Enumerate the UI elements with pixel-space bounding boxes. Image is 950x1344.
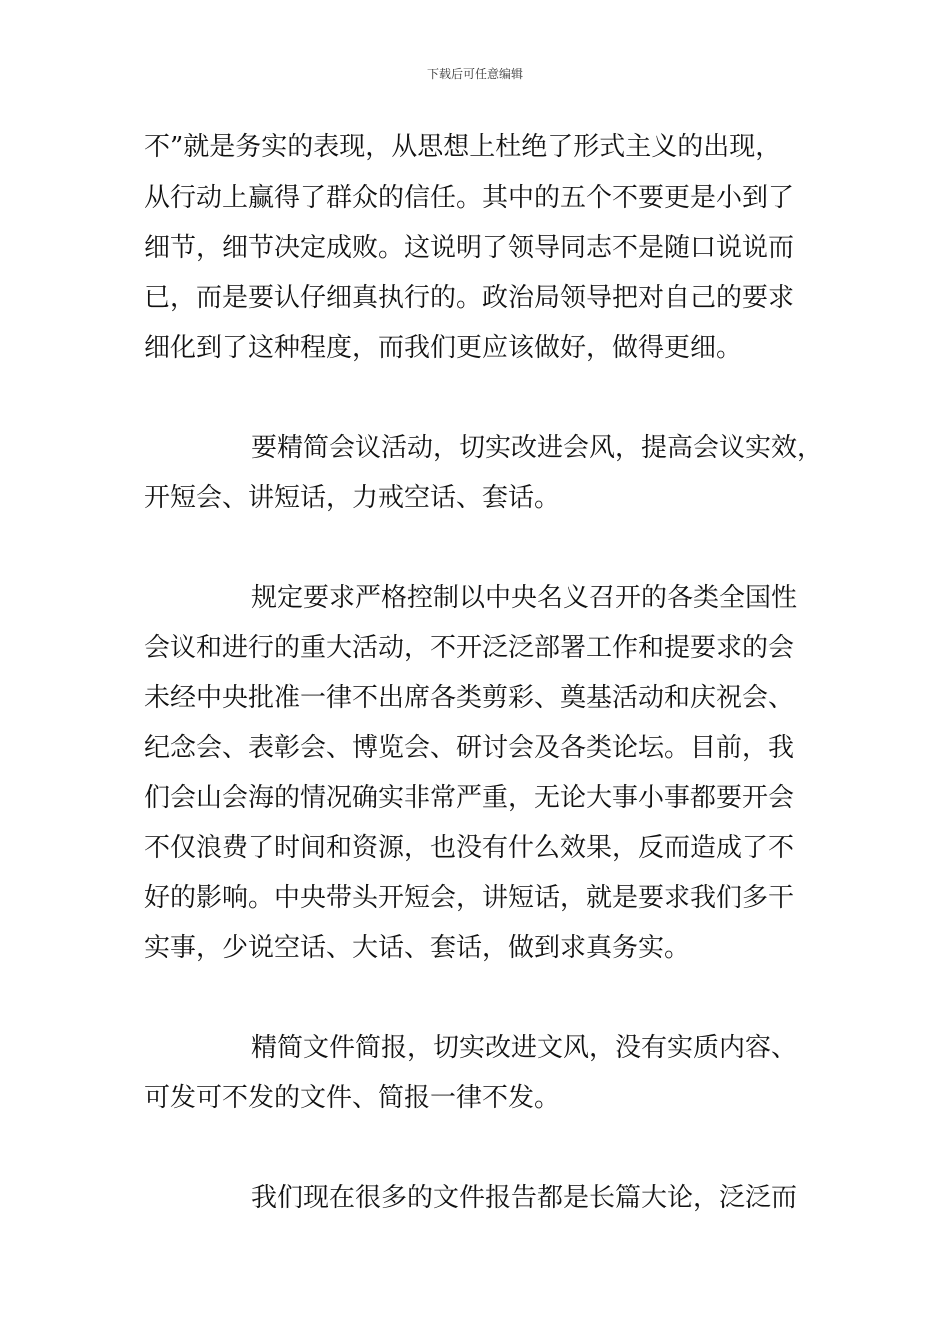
body-line: 已，而是要认仔细真执行的。政治局领导把对自己的要求 bbox=[144, 283, 795, 313]
body-line: 可发可不发的文件、简报一律不发。 bbox=[144, 1083, 561, 1113]
body-line: 细节，细节决定成败。这说明了领导同志不是随口说说而 bbox=[144, 233, 795, 263]
body-line: 我们现在很多的文件报告都是长篇大论，泛泛而 bbox=[251, 1183, 798, 1213]
body-line: 实事，少说空话、大话、套话，做到求真务实。 bbox=[144, 933, 691, 963]
body-line: 纪念会、表彰会、博览会、研讨会及各类论坛。目前，我 bbox=[144, 733, 795, 763]
body-line: 会议和进行的重大活动，不开泛泛部署工作和提要求的会 bbox=[144, 633, 795, 663]
body-line: 从行动上赢得了群众的信任。其中的五个不要更是小到了 bbox=[144, 183, 795, 213]
body-line: 细化到了这种程度，而我们更应该做好，做得更细。 bbox=[144, 333, 743, 363]
body-line: 们会山会海的情况确实非常严重，无论大事小事都要开会 bbox=[144, 783, 795, 813]
body-line: 开短会、讲短话，力戒空话、套话。 bbox=[144, 483, 561, 513]
page-header: 下载后可任意编辑 bbox=[426, 67, 523, 81]
body-line: 规定要求严格控制以中央名义召开的各类全国性 bbox=[251, 583, 798, 613]
body-line: 精简文件简报，切实改进文风，没有实质内容、 bbox=[251, 1033, 798, 1063]
body-line: 不仅浪费了时间和资源，也没有什么效果，反而造成了不 bbox=[144, 833, 795, 863]
body-line: 未经中央批准一律不出席各类剪彩、奠基活动和庆祝会、 bbox=[144, 683, 795, 713]
body-line: 好的影响。中央带头开短会，讲短话，就是要求我们多干 bbox=[144, 883, 795, 913]
body-line: 不”就是务实的表现，从思想上杜绝了形式主义的出现， bbox=[144, 132, 782, 162]
body-line: 要精简会议活动，切实改进会风，提高会议实效， bbox=[251, 433, 824, 463]
